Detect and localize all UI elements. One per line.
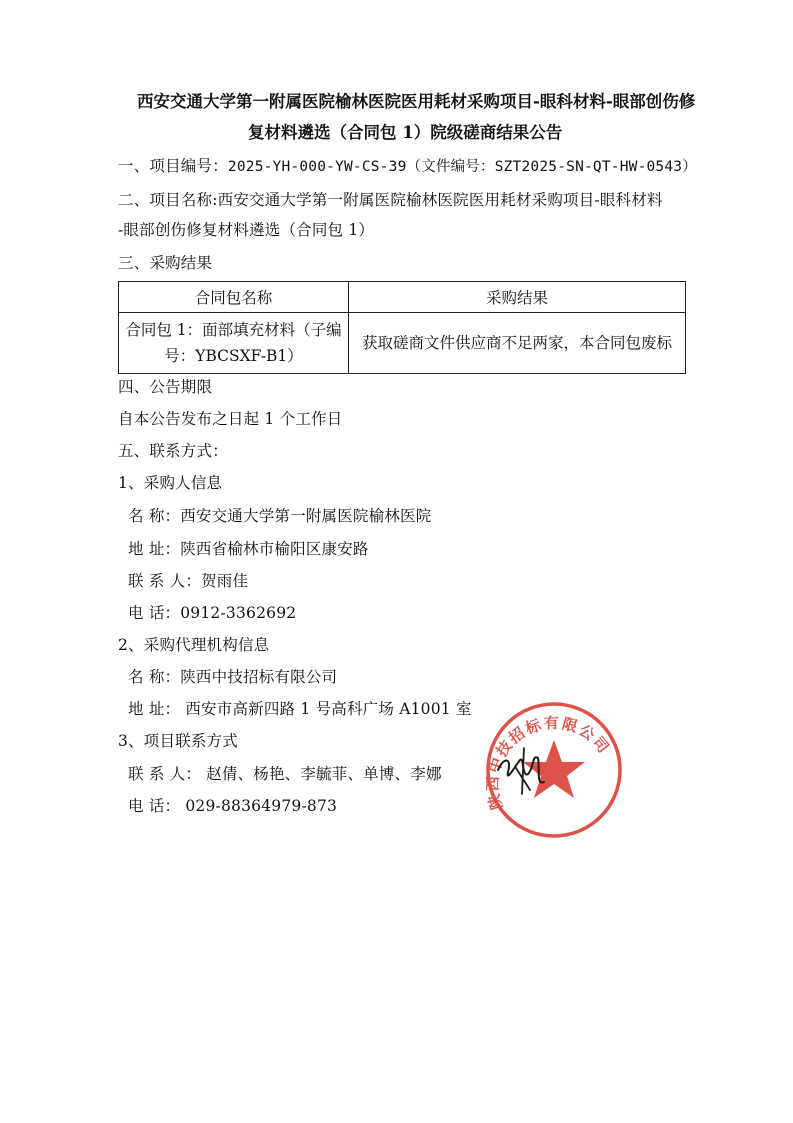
table-header-package: 合同包名称	[119, 282, 349, 313]
project-number-value: 2025-YH-000-YW-CS-39（文件编号：SZT2025-SN-QT-HW-0543）	[227, 159, 697, 175]
section-4-heading: 四、公告期限	[118, 378, 213, 396]
project-number-label: 一、项目编号：	[118, 157, 228, 175]
project-name-line-1: 二、项目名称:西安交通大学第一附属医院榆林医院医用耗材采购项目-眼科材料	[118, 191, 663, 209]
project-contact-persons: 联 系 人： 赵倩、杨艳、李毓菲、单博、李娜	[128, 765, 442, 783]
section-5-heading: 五、联系方式：	[118, 442, 228, 460]
table-header-row	[119, 282, 686, 313]
result-table	[118, 281, 686, 374]
package-name-line-2: 号：YBCSXF-B1）	[164, 347, 303, 365]
section-3-heading: 三、采购结果	[118, 254, 213, 272]
title-line-2: 复材料遴选（合同包 1）院级磋商结果公告	[248, 123, 563, 142]
title-line-1: 西安交通大学第一附属医院榆林医院医用耗材采购项目-眼科材料-眼部创伤修	[137, 92, 696, 111]
purchaser-contact: 联 系 人：贺雨佳	[128, 572, 249, 590]
agency-heading: 2、采购代理机构信息	[118, 636, 270, 654]
notice-period-text: 自本公告发布之日起 1 个工作日	[118, 410, 343, 428]
purchaser-name: 名 称：西安交通大学第一附属医院榆林医院	[128, 507, 432, 525]
project-name-line-2: -眼部创伤修复材料遴选（合同包 1）	[118, 221, 375, 239]
project-contact-phone: 电 话： 029-88364979-873	[128, 797, 338, 815]
purchaser-address: 地 址：陕西省榆林市榆阳区康安路	[128, 540, 369, 558]
package-name-line-1: 合同包 1：面部填充材料（子编	[125, 321, 342, 339]
project-number-line	[118, 156, 697, 177]
table-header-result: 采购结果	[349, 282, 686, 313]
table-cell-package	[119, 313, 349, 374]
table-row	[119, 313, 686, 374]
purchaser-phone: 电 话：0912-3362692	[128, 604, 297, 622]
agency-address: 地 址： 西安市高新四路 1 号高科广场 A1001 室	[128, 700, 472, 718]
purchaser-heading: 1、采购人信息	[118, 474, 223, 492]
project-contact-heading: 3、项目联系方式	[118, 732, 238, 750]
table-cell-result: 获取磋商文件供应商不足两家，本合同包废标	[349, 313, 686, 374]
official-seal-stamp	[478, 698, 628, 848]
svg-text:陕西中技招标有限公司: 陕西中技招标有限公司	[483, 713, 614, 812]
agency-name: 名 称：陕西中技招标有限公司	[128, 668, 338, 686]
